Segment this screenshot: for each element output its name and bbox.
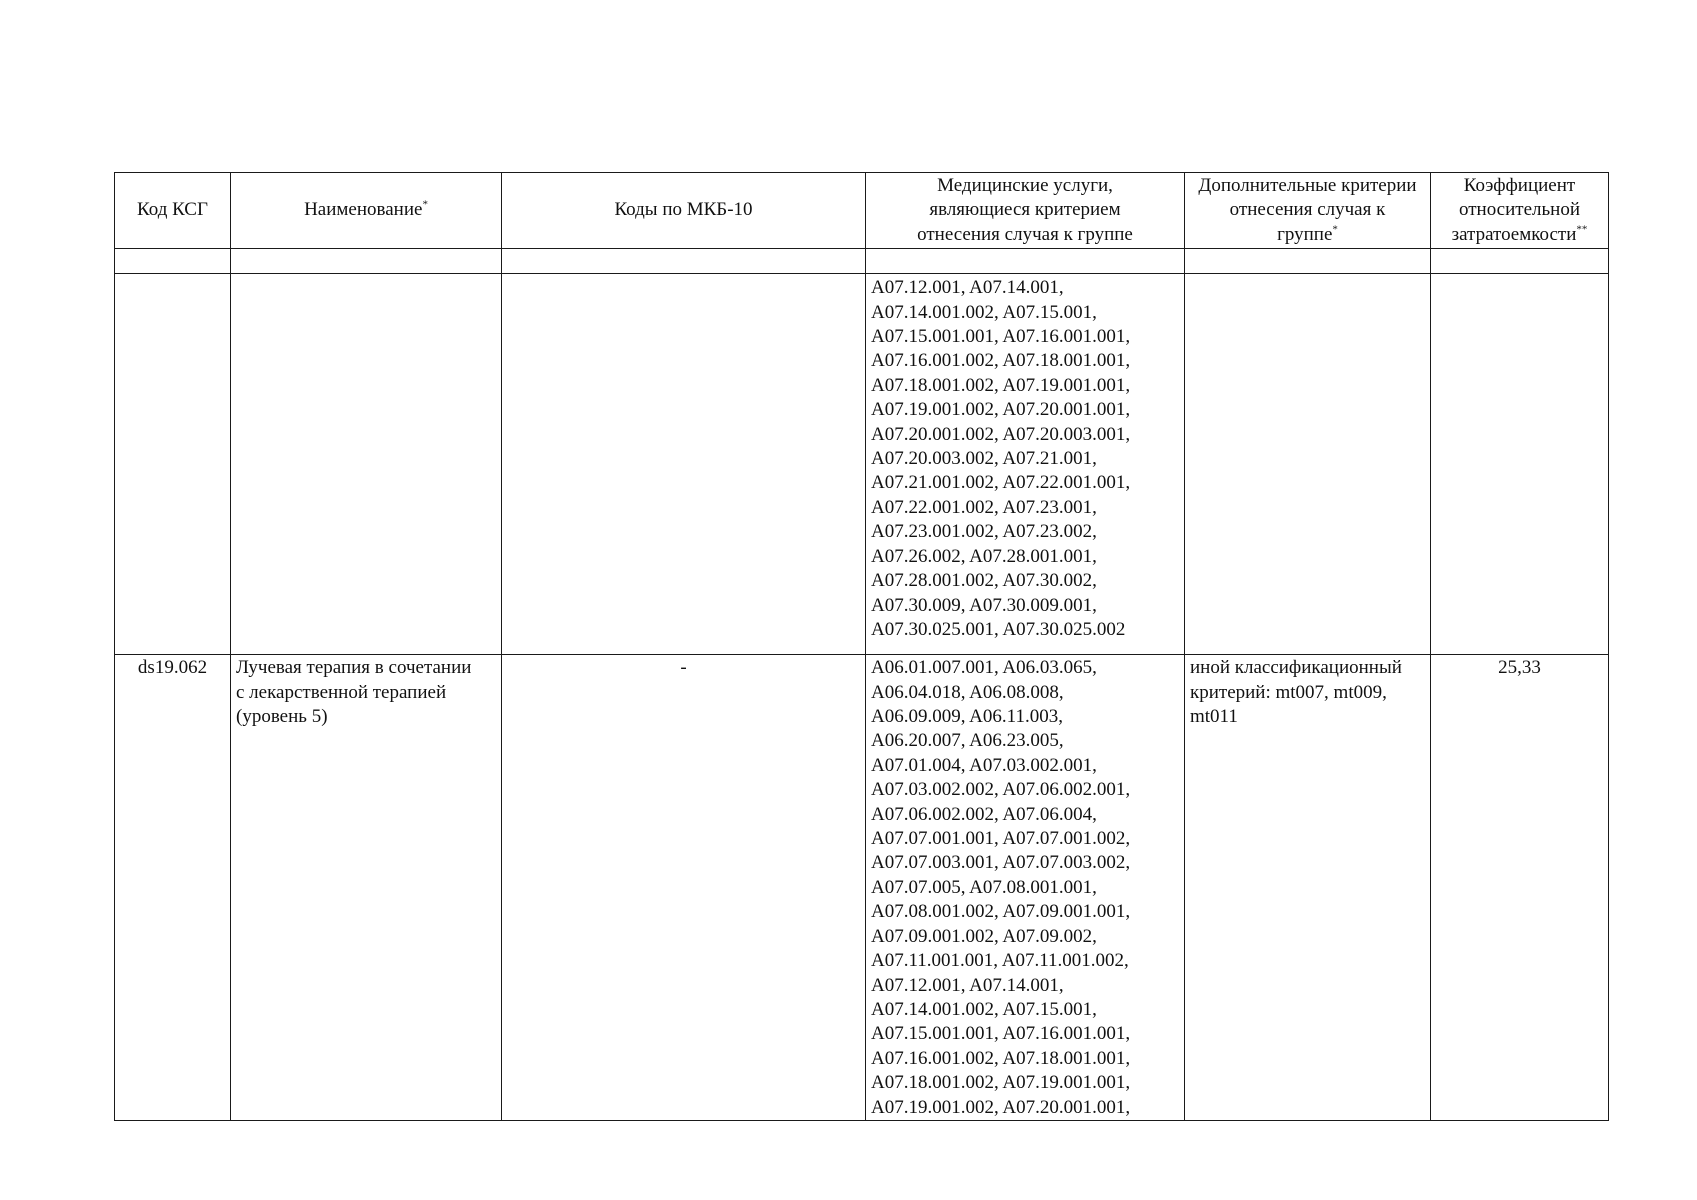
cell-mkb: - (502, 655, 866, 1121)
header-row (115, 173, 1609, 249)
text-line: A07.19.001.002, A07.20.001.001, (871, 1096, 1131, 1118)
continuation-row (115, 274, 1609, 655)
text-line: A07.14.001.002, A07.15.001, (871, 998, 1097, 1020)
text-line: A07.26.002, A07.28.001.001, (871, 545, 1097, 567)
footnote-mark: * (422, 199, 428, 212)
text-line: A07.28.001.002, A07.30.002, (871, 570, 1097, 592)
cell-mkb (502, 274, 866, 655)
text-line: A07.14.001.002, A07.15.001, (871, 301, 1097, 323)
text-line: (уровень 5) (236, 706, 328, 728)
cell-name (231, 655, 502, 1121)
text-line: A07.18.001.002, A07.19.001.001, (871, 1072, 1131, 1094)
text-line: A07.16.001.002, A07.18.001.001, (871, 1047, 1131, 1069)
cell-code: ds19.062 (115, 655, 231, 1121)
text-line: A07.09.001.002, A07.09.002, (871, 925, 1097, 947)
text-line: A07.20.001.002, A07.20.003.001, (871, 423, 1131, 445)
cell-code (115, 274, 231, 655)
cell-services (866, 274, 1185, 655)
text-line: A07.30.025.001, A07.30.025.002 (871, 618, 1126, 640)
text-line: A07.11.001.001, A07.11.001.002, (871, 950, 1129, 972)
text-line: A06.01.007.001, A06.03.065, (871, 657, 1097, 679)
spacer-row (115, 249, 1609, 274)
text-line: A07.01.004, A07.03.002.001, (871, 754, 1097, 776)
cell-criteria (1185, 274, 1431, 655)
text-line: A07.07.003.001, A07.07.003.002, (871, 852, 1131, 874)
text-line: A07.20.003.002, A07.21.001, (871, 448, 1097, 470)
text-line: A07.15.001.001, A07.16.001.001, (871, 326, 1131, 348)
text-line: A07.30.009, A07.30.009.001, (871, 594, 1097, 616)
text-line: A07.23.001.002, A07.23.002, (871, 521, 1097, 543)
text-line: A06.20.007, A06.23.005, (871, 730, 1064, 752)
text-line: A07.07.001.001, A07.07.001.002, (871, 828, 1131, 850)
text-line: A07.19.001.002, A07.20.001.001, (871, 399, 1131, 421)
cell-services (866, 655, 1185, 1121)
text-line: A06.09.009, A06.11.003, (871, 706, 1063, 728)
text-line: A07.06.002.002, A07.06.004, (871, 803, 1097, 825)
table-row (115, 655, 1609, 1121)
ksg-table (114, 172, 1609, 1121)
header-coefficient: Коэффициент относительной затратоемкости** (1431, 173, 1609, 249)
text-line: иной классификационный (1190, 657, 1402, 679)
text-line: A06.04.018, A06.08.008, (871, 681, 1064, 703)
header-name: Наименование* (231, 173, 502, 249)
text-line: A07.07.005, A07.08.001.001, (871, 876, 1097, 898)
text-line: A07.03.002.002, A07.06.002.001, (871, 779, 1131, 801)
text-line: A07.22.001.002, A07.23.001, (871, 496, 1097, 518)
text-line: A07.12.001, A07.14.001, (871, 974, 1064, 996)
header-services: Медицинские услуги, являющиеся критерием отнесения случая к группе (866, 173, 1185, 249)
text-line: A07.15.001.001, A07.16.001.001, (871, 1023, 1131, 1045)
text-line: A07.18.001.002, A07.19.001.001, (871, 374, 1131, 396)
header-code: Код КСГ (115, 173, 231, 249)
text-line: A07.21.001.002, A07.22.001.001, (871, 472, 1131, 494)
footnote-mark: ** (1576, 223, 1588, 236)
header-criteria: Дополнительные критерии отнесения случая к группе* (1185, 173, 1431, 249)
text-line: mt011 (1190, 706, 1238, 728)
text-line: A07.08.001.002, A07.09.001.001, (871, 901, 1131, 923)
cell-name (231, 274, 502, 655)
text-line: с лекарственной терапией (236, 681, 447, 703)
cell-coefficient: 25,33 (1431, 655, 1609, 1121)
text-line: критерий: mt007, mt009, (1190, 681, 1387, 703)
text-line: A07.12.001, A07.14.001, (871, 277, 1064, 299)
footnote-mark: * (1332, 223, 1338, 236)
text-line: A07.16.001.002, A07.18.001.001, (871, 350, 1131, 372)
header-mkb: Коды по МКБ-10 (502, 173, 866, 249)
cell-coefficient (1431, 274, 1609, 655)
text-line: Лучевая терапия в сочетании (236, 657, 472, 679)
cell-criteria (1185, 655, 1431, 1121)
